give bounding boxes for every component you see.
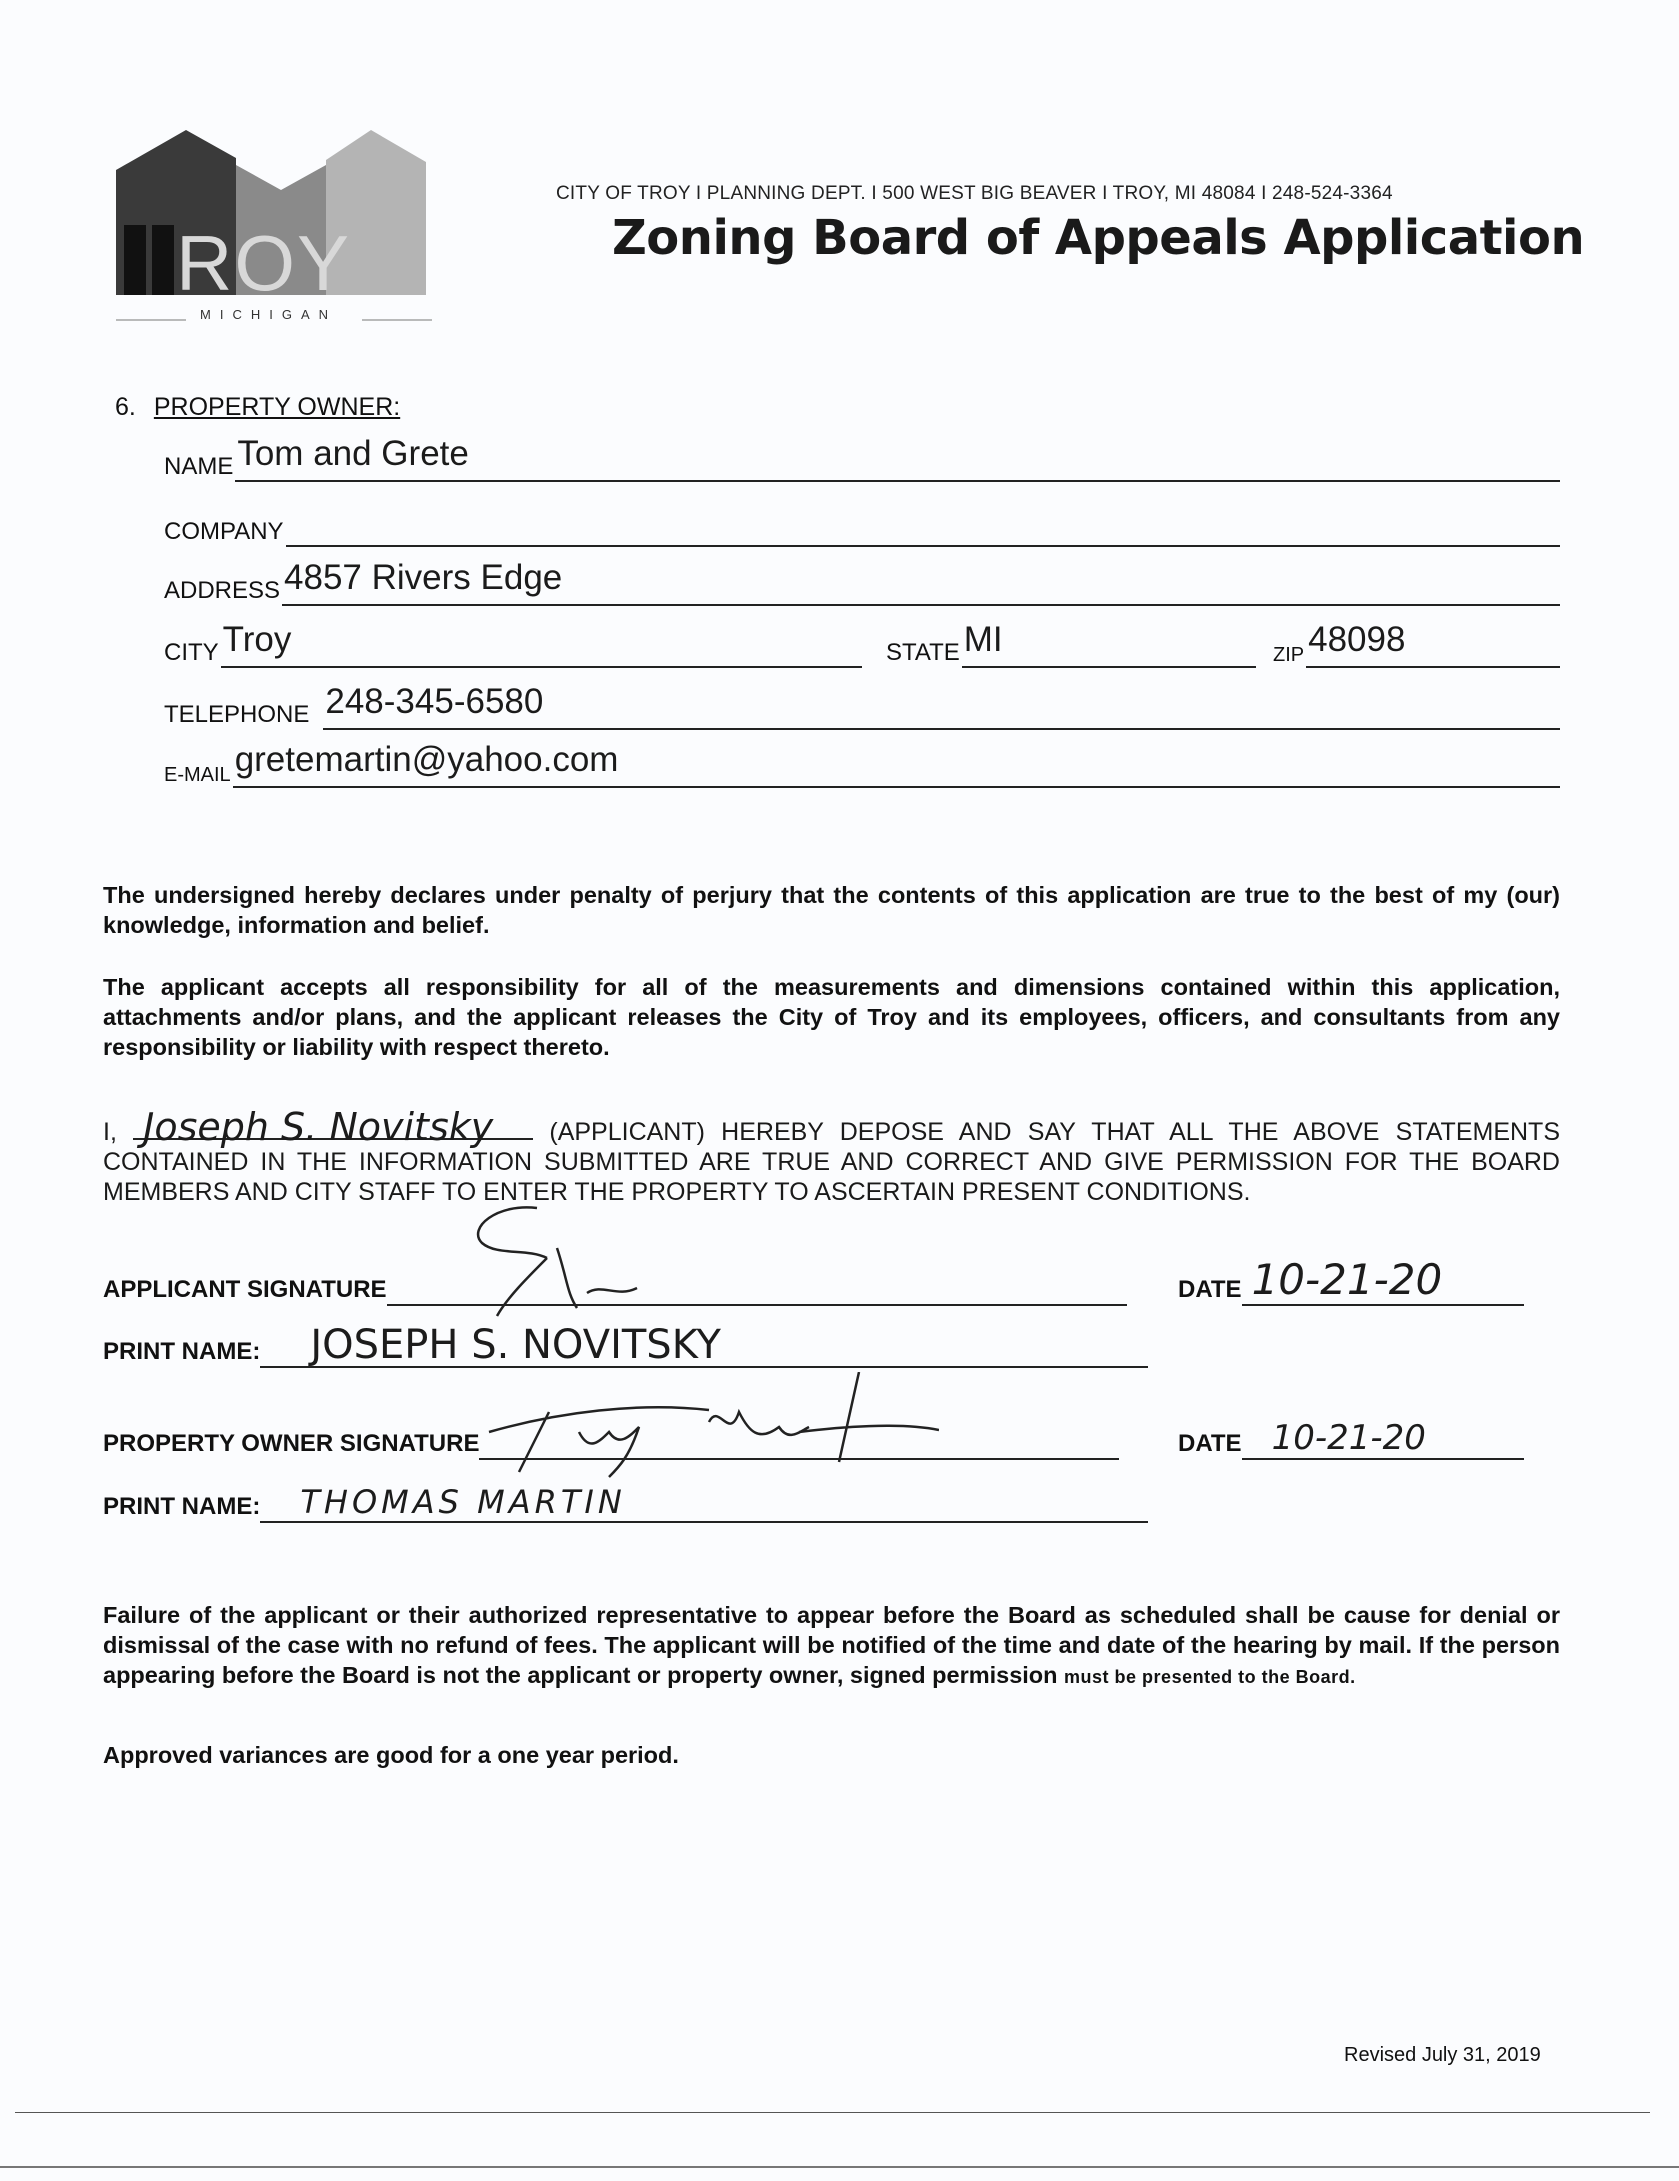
owner-print-value: THOMAS MARTIN — [300, 1483, 626, 1521]
owner-print-row — [103, 1485, 1148, 1523]
failure-tail: must be presented to the Board. — [1064, 1667, 1356, 1687]
telephone-value: 248-345-6580 — [325, 682, 544, 721]
applicant-print-line[interactable] — [260, 1322, 1148, 1368]
name-label: NAME — [164, 453, 234, 480]
telephone-label: TELEPHONE — [164, 701, 310, 728]
perjury-statement: The undersigned hereby declares under penalty of perjury that the contents of this application are true to the best of my (our) knowledge, information and belief. — [103, 882, 1560, 938]
owner-signature-row — [103, 1422, 1119, 1460]
logo-subtext: MICHIGAN — [200, 307, 337, 322]
owner-signature-line[interactable] — [479, 1422, 1119, 1460]
state-value: MI — [963, 620, 1003, 659]
telephone-field[interactable] — [164, 682, 1560, 730]
applicant-date-line[interactable] — [1242, 1255, 1524, 1306]
header-address: CITY OF TROY I PLANNING DEPT. I 500 WEST BIG BEAVER I TROY, MI 48084 I 248-524-3364 — [556, 183, 1393, 204]
owner-print-label: PRINT NAME: — [103, 1493, 261, 1520]
zip-field[interactable] — [1273, 620, 1560, 668]
owner-signature-icon — [479, 1372, 939, 1482]
applicant-date-value: 10-21-20 — [1251, 1255, 1443, 1304]
applicant-signature-line[interactable] — [387, 1268, 1127, 1306]
approved-notice: Approved variances are good for a one year period. — [103, 1742, 679, 1768]
address-label: ADDRESS — [164, 577, 281, 604]
state-field[interactable] — [886, 620, 1256, 668]
failure-notice — [103, 1600, 1560, 1692]
revision-date: Revised July 31, 2019 — [1344, 2044, 1541, 2066]
email-value: gretemartin@yahoo.com — [234, 740, 619, 779]
applicant-signature-label: APPLICANT SIGNATURE — [103, 1276, 387, 1303]
company-label: COMPANY — [164, 518, 284, 545]
applicant-signature-row — [103, 1268, 1127, 1306]
email-label: E-MAIL — [164, 764, 231, 786]
applicant-handwritten-name: Joseph S. Novitsky — [143, 1105, 494, 1149]
troy-logo-icon — [116, 130, 432, 330]
name-value: Tom and Grete — [237, 434, 469, 473]
applicant-name-slot — [133, 1105, 533, 1149]
email-field[interactable] — [164, 740, 1560, 788]
owner-date-row — [1178, 1418, 1524, 1460]
scan-edge-line — [0, 2166, 1679, 2168]
city-label: CITY — [164, 639, 219, 666]
depose-prefix: I, — [103, 1118, 117, 1146]
failure-main: Failure of the applicant or their authorized representative to appear before the Board as scheduled shall be cause for denial or dismissal of the case with no refund of fees. The applicant will be notified of the time and date of the hearing by mail. If the person appearing before the Board is not the applicant or property owner, signed permission — [103, 1602, 1560, 1688]
zip-label: ZIP — [1273, 644, 1305, 666]
city-field[interactable] — [164, 620, 862, 668]
address-field[interactable] — [164, 558, 1560, 606]
applicant-signature-icon — [427, 1198, 687, 1318]
footer-divider — [15, 2112, 1650, 2113]
section-title: PROPERTY OWNER: — [153, 393, 401, 421]
section-number: 6. — [115, 393, 136, 421]
applicant-print-label: PRINT NAME: — [103, 1338, 261, 1365]
applicant-date-label: DATE — [1178, 1276, 1242, 1303]
applicant-print-value: JOSEPH S. NOVITSKY — [310, 1322, 721, 1368]
address-value: 4857 Rivers Edge — [284, 558, 563, 597]
depose-statement — [103, 1105, 1561, 1207]
owner-print-line[interactable] — [260, 1485, 1148, 1523]
section-heading — [115, 393, 400, 422]
responsibility-statement: The applicant accepts all responsibility for all of the measurements and dimensions contained within this application, attachments and/or plans, and the applicant releases the City of Troy and its employees, officers, and consultants from any responsibility or liability with respect thereto. — [103, 974, 1560, 1060]
svg-text:ROY: ROY — [176, 219, 352, 307]
applicant-date-row — [1178, 1255, 1524, 1306]
company-field[interactable] — [164, 505, 1560, 547]
city-value: Troy — [222, 620, 292, 659]
name-field[interactable] — [164, 434, 1560, 482]
depose-text: (APPLICANT) HEREBY DEPOSE AND SAY THAT ALL THE ABOVE STATEMENTS CONTAINED IN THE INFORMATION SUBMITTED ARE TRUE AND CORRECT AND GIVE PERMISSION FOR THE BOARD MEMBERS AND CITY STAFF TO ENTER THE PROPERTY TO ASCERTAIN PRESENT CONDITIONS. — [103, 1118, 1561, 1206]
applicant-print-row — [103, 1322, 1148, 1368]
owner-signature-label: PROPERTY OWNER SIGNATURE — [103, 1430, 480, 1457]
zip-value: 48098 — [1308, 620, 1406, 659]
owner-date-line[interactable] — [1242, 1418, 1524, 1460]
owner-date-label: DATE — [1178, 1430, 1242, 1457]
state-label: STATE — [886, 639, 960, 666]
page-title: Zoning Board of Appeals Application — [612, 210, 1585, 266]
owner-date-value: 10-21-20 — [1271, 1418, 1426, 1458]
